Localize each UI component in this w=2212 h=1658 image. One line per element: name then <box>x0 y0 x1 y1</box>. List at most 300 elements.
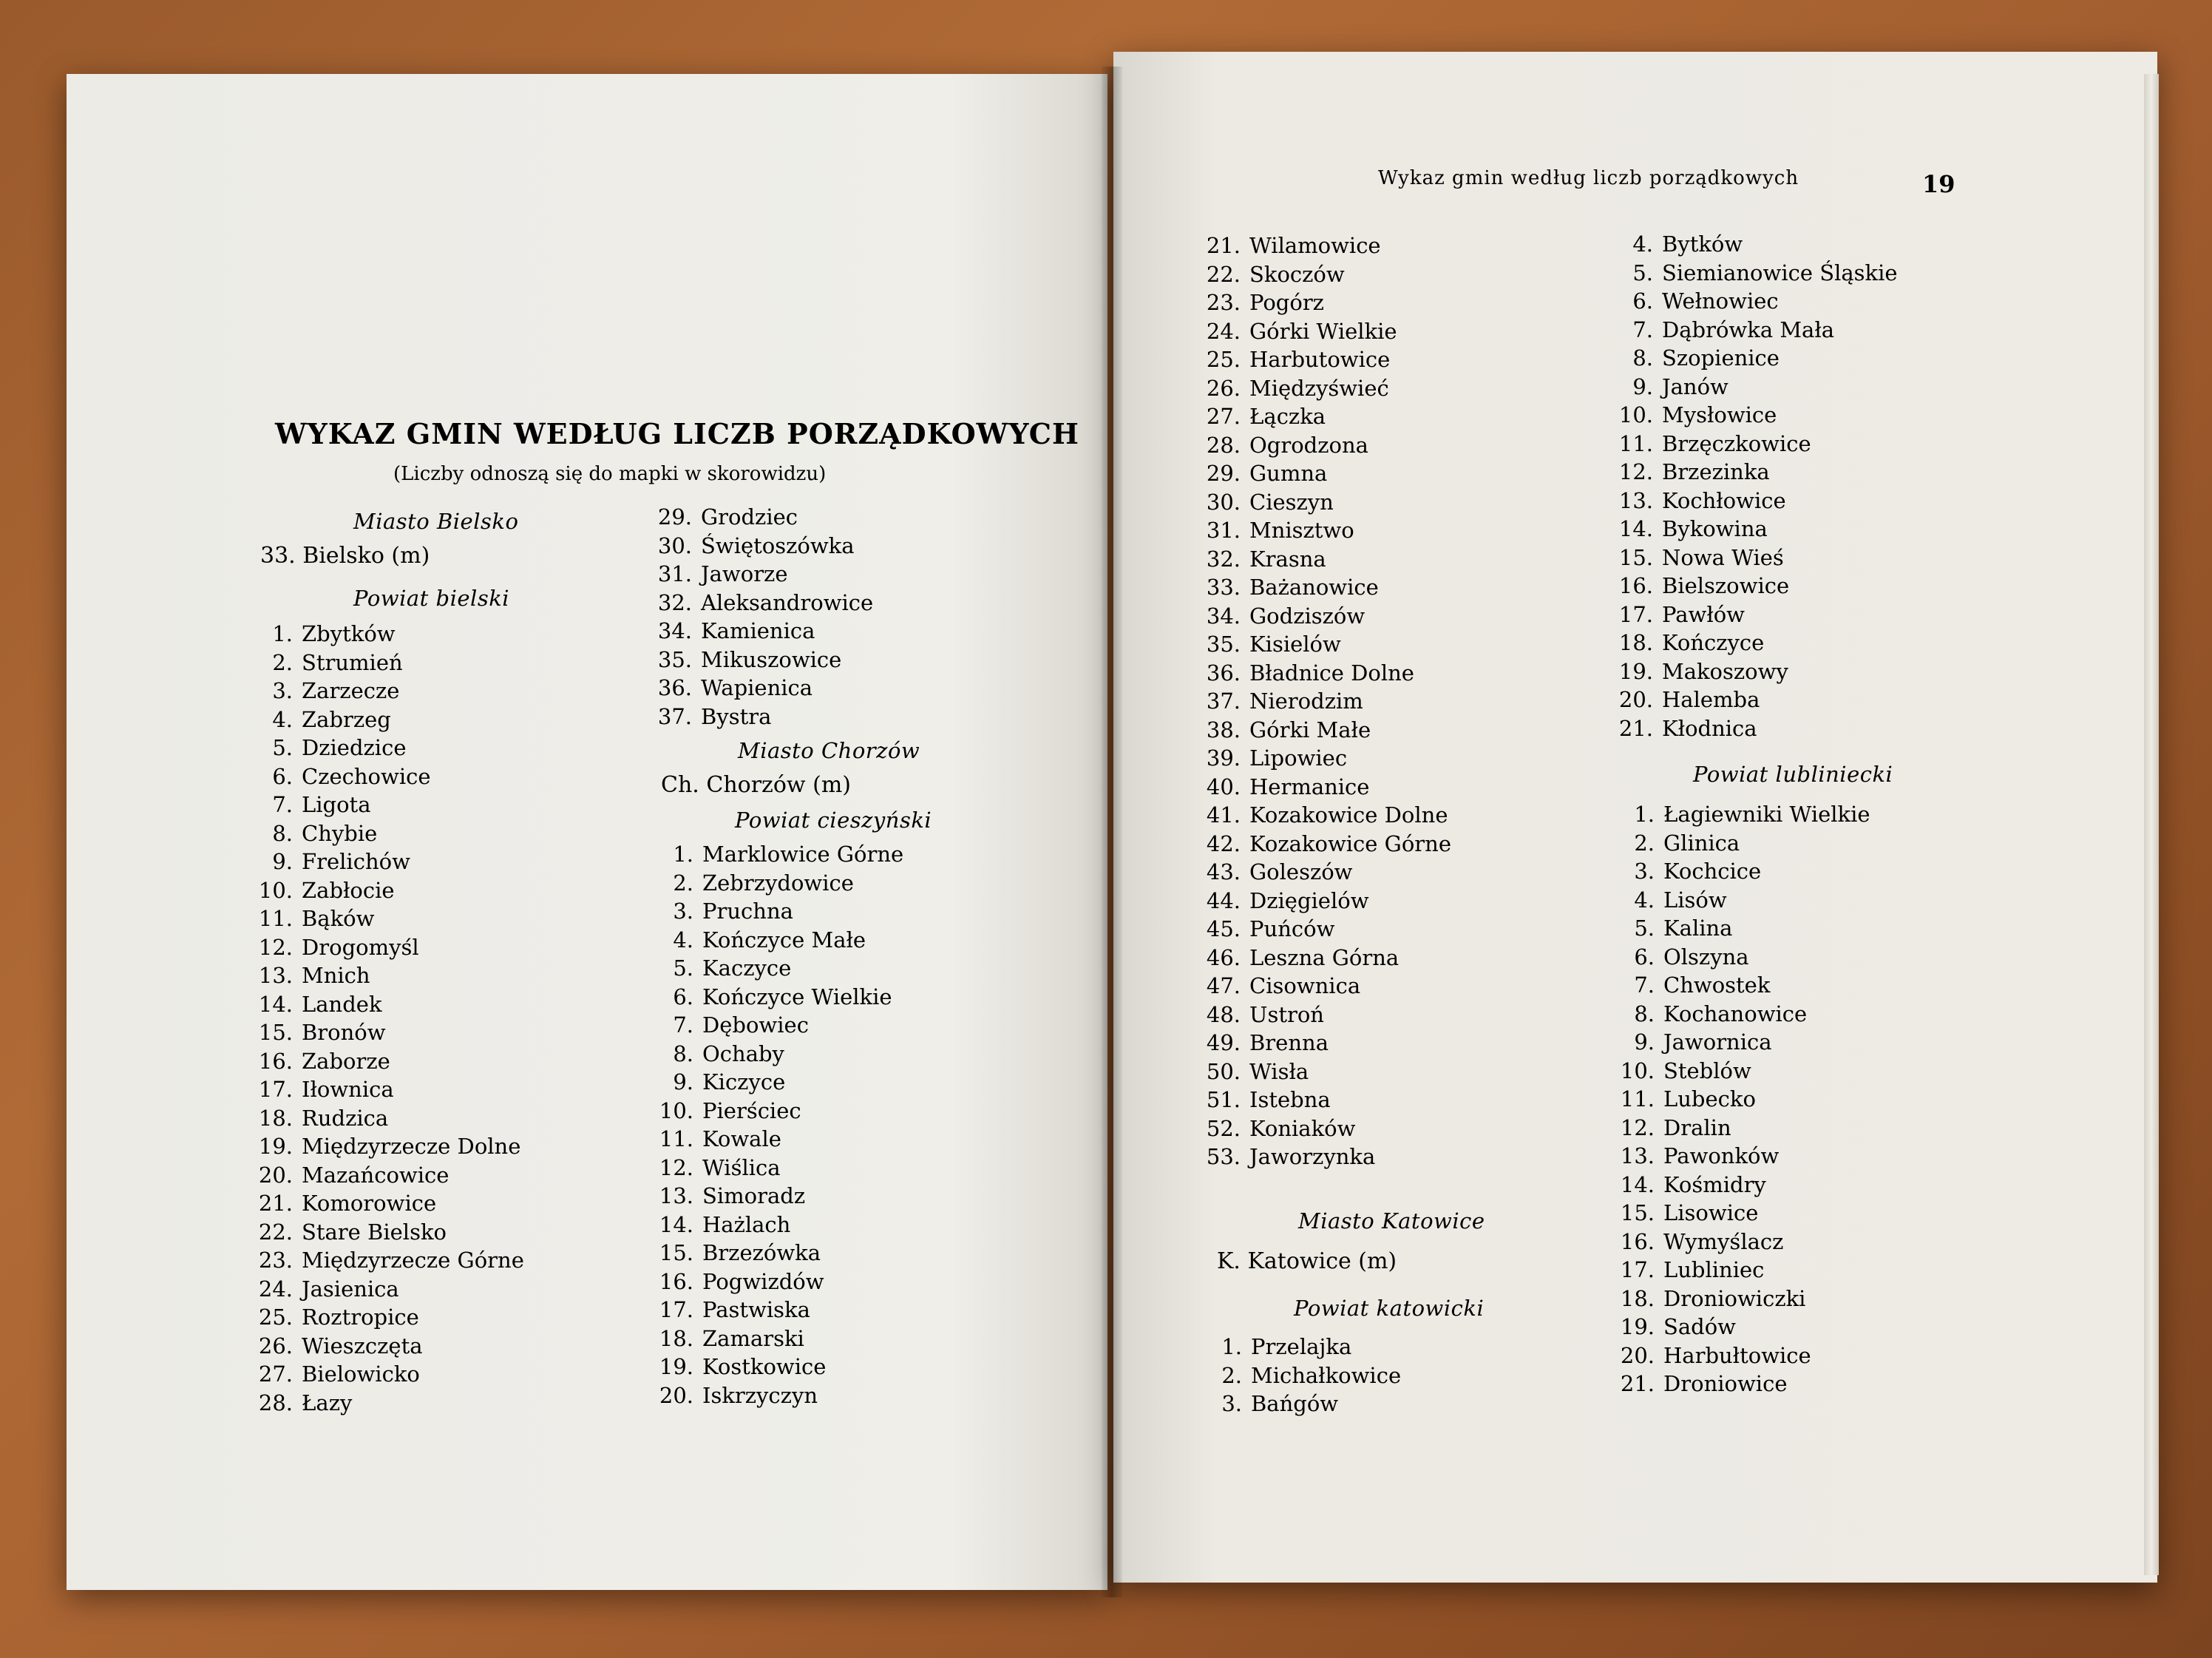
list-item <box>651 1211 903 1239</box>
entry-name: Szopienice <box>1662 345 1780 370</box>
entry-number: 4. <box>673 927 693 952</box>
entry-name: Ogrodzona <box>1249 432 1368 458</box>
list-item <box>250 1389 524 1418</box>
list-item <box>250 1047 524 1076</box>
entry-number: 3. <box>673 899 693 924</box>
entry-number: 35. <box>657 646 692 672</box>
entry-number: 47. <box>1206 973 1241 998</box>
entry-number: K. <box>1217 1248 1241 1274</box>
entry-number: 2. <box>673 870 693 896</box>
entry-number: 5. <box>1634 916 1655 941</box>
entry-number: 30. <box>1206 489 1241 515</box>
entry-number: 33. <box>1206 575 1241 600</box>
list-item <box>649 646 873 674</box>
entry-number: 7. <box>272 792 293 817</box>
list-item <box>651 1068 903 1097</box>
entry-number: 16. <box>258 1048 293 1074</box>
entry-name: Siemianowice Śląskie <box>1662 260 1898 285</box>
list-item <box>649 674 873 703</box>
entry-number: 1. <box>1221 1334 1242 1359</box>
entry-number: 39. <box>1206 745 1241 771</box>
entry-name: Pastwiska <box>702 1297 810 1322</box>
entry-number: 1. <box>1634 802 1655 827</box>
entry-number: 32. <box>657 589 692 615</box>
entry-number: 10. <box>1620 1058 1655 1083</box>
list-item <box>651 840 903 869</box>
entry-name: Glinica <box>1663 830 1740 856</box>
list-item <box>1612 886 1870 915</box>
list-item <box>1612 1142 1870 1171</box>
entry-number: 7. <box>1634 972 1655 998</box>
entry-name: Cieszyn <box>1249 489 1334 515</box>
entry-number: 9. <box>1632 373 1653 399</box>
list-item <box>1610 544 1898 572</box>
entry-number: 6. <box>1632 288 1653 314</box>
list-item <box>651 1097 903 1126</box>
entry-name: Międzyrzecze Dolne <box>302 1134 521 1159</box>
entry-number: 14. <box>1620 1171 1655 1197</box>
entry-name: Bielowicko <box>302 1361 420 1387</box>
entry-name: Pierściec <box>702 1097 801 1123</box>
list-item <box>1610 373 1898 402</box>
entry-name: Wilamowice <box>1249 233 1381 258</box>
list-item <box>1199 1333 1401 1361</box>
entry-name: Jaworze <box>701 561 788 586</box>
entry-number: 21. <box>1620 1371 1655 1396</box>
list-item <box>250 762 524 791</box>
entry-name: Kończyce Małe <box>702 927 866 952</box>
entry-name: Droniowice <box>1663 1371 1788 1396</box>
entry-name: Bronów <box>302 1020 386 1045</box>
entry-number: 19. <box>258 1134 293 1159</box>
entry-name: Przelajka <box>1251 1334 1352 1359</box>
entry-name: Roztropice <box>302 1305 419 1330</box>
entry-number: 34. <box>1206 603 1241 629</box>
list-item <box>1610 714 1898 743</box>
entry-name: Łazy <box>302 1390 353 1415</box>
entry-name: Wełnowiec <box>1662 288 1779 314</box>
entry-name: Lubliniec <box>1663 1257 1765 1282</box>
list-item <box>250 990 524 1019</box>
entry-name: Cisownica <box>1249 973 1361 998</box>
entry-name: Kończyce Wielkie <box>702 984 892 1009</box>
entry-name: Brzezówka <box>702 1240 821 1265</box>
entry-number: 9. <box>272 849 293 874</box>
entry-number: 4. <box>1634 887 1655 913</box>
entry-name: Wieszczęta <box>302 1333 423 1358</box>
entry-number: 4. <box>272 706 293 732</box>
entry-number: 19. <box>1618 658 1653 684</box>
entry-name: Lubecko <box>1663 1086 1756 1111</box>
list-item <box>1612 1341 1870 1370</box>
page-subtitle: (Liczby odnoszą się do mapki w skorowidzu) <box>393 463 827 485</box>
entry-number: 8. <box>1634 1001 1655 1026</box>
list-item <box>651 1011 903 1040</box>
entry-name: Wisła <box>1249 1058 1309 1084</box>
list-powiat-cieszynski <box>651 840 903 1410</box>
entry-number: 5. <box>1632 260 1653 285</box>
entry-name: Aleksandrowice <box>701 589 874 615</box>
list-item <box>1198 830 1451 859</box>
entry-name: Brenna <box>1249 1030 1329 1055</box>
entry-number: 4. <box>1632 231 1653 257</box>
list-item <box>250 1332 524 1361</box>
entry-name: Czechowice <box>302 763 431 789</box>
entry-number: 13. <box>258 963 293 988</box>
entry-number: 2. <box>1221 1362 1242 1388</box>
list-powiat-bielski <box>250 620 524 1417</box>
entry-name: Bielszowice <box>1662 573 1790 598</box>
entry-number: 49. <box>1206 1030 1241 1055</box>
entry-name: Kochanowice <box>1663 1001 1808 1026</box>
list-item <box>1198 602 1451 631</box>
entry-name: Kowale <box>702 1126 781 1151</box>
entry-number: 40. <box>1206 774 1241 799</box>
entry-number: 45. <box>1206 916 1241 941</box>
entry-name: Nierodzim <box>1249 688 1363 714</box>
list-item <box>1198 944 1451 972</box>
list-item <box>250 1218 524 1247</box>
entry-number: 11. <box>1618 430 1653 456</box>
list-item <box>1198 687 1451 716</box>
list-item <box>651 983 903 1012</box>
list-item <box>1198 659 1451 688</box>
list-item <box>1198 317 1451 346</box>
list-item <box>1612 1114 1870 1143</box>
list-item <box>1198 716 1451 745</box>
entry-number: 20. <box>659 1382 693 1408</box>
list-item <box>1610 458 1898 487</box>
entry-number: 28. <box>258 1390 293 1415</box>
entry-number: 20. <box>1618 687 1653 712</box>
list-powiat-katowicki <box>1199 1333 1401 1418</box>
running-header: Wykaz gmin według liczb porządkowych <box>1378 167 1799 189</box>
entry-number: 24. <box>1206 318 1241 344</box>
entry-name: Dębowiec <box>702 1012 809 1038</box>
list-item <box>1612 800 1870 829</box>
entry-number: 25. <box>258 1305 293 1330</box>
list-item <box>651 1381 903 1410</box>
entry-number: 10. <box>258 877 293 903</box>
entry-name: Michałkowice <box>1251 1362 1402 1388</box>
list-powiat-lubliniecki <box>1612 800 1870 1398</box>
list-item <box>1610 600 1898 629</box>
entry-number: 21. <box>1206 233 1241 258</box>
entry-number: 34. <box>657 618 692 643</box>
list-item <box>1612 1171 1870 1199</box>
entry-name: Hermanice <box>1249 774 1370 799</box>
list-item <box>250 1275 524 1304</box>
entry-number: 44. <box>1206 887 1241 913</box>
entry-number: 36. <box>1206 660 1241 686</box>
entry-name: Jawornica <box>1663 1029 1772 1055</box>
entry-name: Droniowiczki <box>1663 1285 1806 1311</box>
entry-name: Drogomyśl <box>302 934 419 960</box>
list-item <box>1612 1228 1870 1256</box>
list-item <box>250 904 524 933</box>
entry-number: 8. <box>1632 345 1653 370</box>
entry-name: Mysłowice <box>1662 402 1777 427</box>
entry-number: 31. <box>1206 518 1241 543</box>
list-item <box>651 1125 903 1154</box>
list-item <box>1198 345 1451 374</box>
entry-number: 9. <box>1634 1029 1655 1055</box>
entry-name: Janów <box>1662 373 1728 399</box>
entry-name: Stare Bielsko <box>302 1219 447 1245</box>
entry-number: 26. <box>1206 375 1241 401</box>
entry-name: Kozakowice Dolne <box>1249 802 1448 828</box>
list-item <box>1610 344 1898 373</box>
entry-number: 32. <box>1206 546 1241 572</box>
entry-name: Puńców <box>1249 916 1335 941</box>
list-item <box>649 532 873 561</box>
entry-name: Pawonków <box>1663 1143 1780 1168</box>
entry-number: 15. <box>258 1020 293 1045</box>
book-gutter <box>1102 67 1122 1597</box>
list-item <box>250 1189 524 1218</box>
page-edge <box>2144 74 2159 1575</box>
entry-number: 46. <box>1206 944 1241 970</box>
entry-name: Mnich <box>302 963 370 988</box>
entry-name: Halemba <box>1662 687 1760 712</box>
entry-name: Bładnice Dolne <box>1249 660 1414 686</box>
entry-name: Pawłów <box>1662 601 1745 627</box>
entry-number: 50. <box>1206 1058 1241 1084</box>
entry-number: 19. <box>1620 1314 1655 1339</box>
entry-number: 18. <box>258 1105 293 1131</box>
list-item <box>1199 1390 1401 1418</box>
entry-chorzow <box>661 772 851 798</box>
list-item <box>1198 744 1451 773</box>
entry-name: Strumień <box>302 649 403 675</box>
entry-name: Makoszowy <box>1662 658 1788 684</box>
entry-number: 15. <box>659 1240 693 1265</box>
entry-name: Zebrzydowice <box>702 870 854 896</box>
list-item <box>1198 1114 1451 1143</box>
entry-name: Komorowice <box>302 1191 437 1216</box>
entry-name: Nowa Wieś <box>1662 544 1784 570</box>
entry-name: Sadów <box>1663 1314 1737 1339</box>
entry-number: 36. <box>657 675 692 700</box>
list-item <box>1198 402 1451 431</box>
list-item <box>250 933 524 962</box>
entry-name: Pruchna <box>702 899 793 924</box>
entry-number: 11. <box>1620 1086 1655 1111</box>
list-item <box>250 961 524 990</box>
list-item <box>250 1303 524 1332</box>
list-item <box>651 1324 903 1353</box>
list-item <box>651 1296 903 1324</box>
entry-number: 16. <box>659 1268 693 1294</box>
entry-name: Bystra <box>701 703 772 729</box>
entry-number: 38. <box>1206 717 1241 742</box>
entry-name: Kisielów <box>1249 632 1341 657</box>
entry-name: Ustroń <box>1249 1001 1324 1027</box>
list-item <box>1198 288 1451 317</box>
entry-name: Górki Wielkie <box>1249 318 1397 344</box>
entry-name: Istebna <box>1249 1087 1331 1112</box>
entry-number: 16. <box>1620 1228 1655 1254</box>
list-item <box>651 1268 903 1296</box>
entry-name: Kośmidry <box>1663 1171 1766 1197</box>
list-item <box>1610 487 1898 515</box>
entry-number: 13. <box>1618 487 1653 513</box>
entry-number: Ch. <box>661 772 699 798</box>
list-item <box>651 1353 903 1381</box>
entry-name: Bażanowice <box>1249 575 1379 600</box>
list-item <box>1610 430 1898 459</box>
entry-name: Olszyna <box>1663 944 1749 970</box>
list-item <box>651 1154 903 1182</box>
list-item <box>1610 316 1898 345</box>
list-item <box>1198 573 1451 602</box>
section-powiat-bielski: Powiat bielski <box>353 586 510 611</box>
entry-name: Kaczyce <box>702 955 792 981</box>
entry-name: Zamarski <box>702 1325 804 1351</box>
entry-number: 3. <box>1634 859 1655 884</box>
list-item <box>250 1132 524 1161</box>
list-item <box>1612 971 1870 1000</box>
list-item <box>649 589 873 617</box>
entry-number: 6. <box>673 984 693 1009</box>
entry-number: 23. <box>258 1248 293 1273</box>
entry-name: Bańgów <box>1251 1391 1339 1416</box>
list-item <box>1198 231 1451 260</box>
entry-number: 16. <box>1618 573 1653 598</box>
list-item <box>1198 431 1451 460</box>
entry-number: 2. <box>1634 830 1655 856</box>
list-item <box>1612 1285 1870 1313</box>
entry-name: Gumna <box>1249 461 1328 486</box>
entry-number: 5. <box>673 955 693 981</box>
entry-name: Zabrzeg <box>302 706 391 732</box>
list-item <box>250 876 524 905</box>
list-item <box>250 1075 524 1104</box>
list-item <box>1612 1199 1870 1228</box>
list-item <box>250 1246 524 1275</box>
entry-name: Kamienica <box>701 618 815 643</box>
list-powiat-bielski-cont <box>649 503 873 731</box>
entry-name: Koniaków <box>1249 1115 1356 1141</box>
entry-katowice <box>1217 1248 1397 1274</box>
list-item <box>1612 1085 1870 1114</box>
section-miasto-bielsko: Miasto Bielsko <box>353 509 519 534</box>
entry-name: Dziedzice <box>302 735 407 760</box>
entry-name: Chybie <box>302 820 378 846</box>
entry-number: 6. <box>1634 944 1655 970</box>
entry-number: 12. <box>1618 459 1653 484</box>
list-powiat-katowicki-cont <box>1610 230 1898 742</box>
entry-number: 13. <box>659 1183 693 1208</box>
entry-name: Bielsko (m) <box>302 543 430 569</box>
list-item <box>649 617 873 646</box>
list-item <box>1610 657 1898 686</box>
entry-name: Bąków <box>302 906 375 931</box>
list-item <box>1612 1057 1870 1086</box>
entry-number: 12. <box>1620 1114 1655 1140</box>
list-item <box>1198 488 1451 517</box>
entry-number: 29. <box>1206 461 1241 486</box>
entry-name: Łączka <box>1249 404 1326 429</box>
entry-name: Brzezinka <box>1662 459 1770 484</box>
entry-number: 21. <box>258 1191 293 1216</box>
list-item <box>250 677 524 706</box>
list-item <box>649 703 873 731</box>
entry-number: 20. <box>1620 1342 1655 1368</box>
entry-name: Steblów <box>1663 1058 1751 1083</box>
entry-name: Zabłocie <box>302 877 395 903</box>
entry-number: 18. <box>659 1325 693 1351</box>
entry-name: Ochaby <box>702 1041 784 1066</box>
list-item <box>1610 572 1898 600</box>
entry-number: 43. <box>1206 859 1241 884</box>
entry-number: 1. <box>272 621 293 646</box>
entry-number: 3. <box>272 678 293 703</box>
entry-name: Kalina <box>1663 916 1733 941</box>
entry-name: Międzyświeć <box>1249 375 1389 401</box>
entry-name: Kozakowice Górne <box>1249 830 1451 856</box>
list-item <box>1198 801 1451 830</box>
entry-number: 20. <box>258 1162 293 1188</box>
entry-number: 1. <box>673 842 693 867</box>
entry-name: Lisowice <box>1663 1200 1759 1225</box>
entry-number: 35. <box>1206 632 1241 657</box>
entry-number: 24. <box>258 1276 293 1302</box>
list-item <box>250 791 524 819</box>
list-item <box>1612 1256 1870 1285</box>
entry-number: 51. <box>1206 1087 1241 1112</box>
list-item <box>1198 773 1451 802</box>
entry-name: Lisów <box>1663 887 1727 913</box>
entry-name: Frelichów <box>302 849 410 874</box>
entry-number: 5. <box>272 735 293 760</box>
entry-number: 3. <box>1221 1391 1242 1416</box>
list-item <box>1612 1000 1870 1029</box>
list-item <box>1198 545 1451 574</box>
list-item <box>1612 1028 1870 1057</box>
entry-name: Chorzów (m) <box>706 772 851 798</box>
entry-name: Mikuszowice <box>701 646 842 672</box>
entry-number: 17. <box>659 1297 693 1322</box>
entry-number: 12. <box>659 1154 693 1180</box>
entry-number: 8. <box>272 820 293 846</box>
list-item <box>1612 943 1870 972</box>
entry-name: Łagiewniki Wielkie <box>1663 802 1870 827</box>
entry-name: Harbułtowice <box>1663 1342 1811 1368</box>
list-item <box>1198 459 1451 488</box>
entry-name: Rudzica <box>302 1105 389 1131</box>
entry-name: Kłodnica <box>1662 715 1757 741</box>
entry-name: Jaworzynka <box>1249 1144 1376 1169</box>
entry-name: Międzyrzecze Górne <box>302 1248 524 1273</box>
entry-name: Chwostek <box>1663 972 1771 998</box>
entry-name: Ligota <box>302 792 371 817</box>
entry-name: Zaborze <box>302 1048 390 1074</box>
list-item <box>250 649 524 677</box>
entry-number: 27. <box>258 1361 293 1387</box>
entry-name: Lipowiec <box>1249 745 1348 771</box>
entry-name: Zbytków <box>302 621 396 646</box>
list-item <box>1612 857 1870 886</box>
list-item <box>1198 1058 1451 1086</box>
entry-number: 8. <box>673 1041 693 1066</box>
entry-name: Marklowice Górne <box>702 842 904 867</box>
list-item <box>1610 287 1898 316</box>
entry-number: 15. <box>1618 544 1653 570</box>
entry-number: 26. <box>258 1333 293 1358</box>
list-item <box>649 560 873 589</box>
entry-name: Landek <box>302 991 382 1017</box>
